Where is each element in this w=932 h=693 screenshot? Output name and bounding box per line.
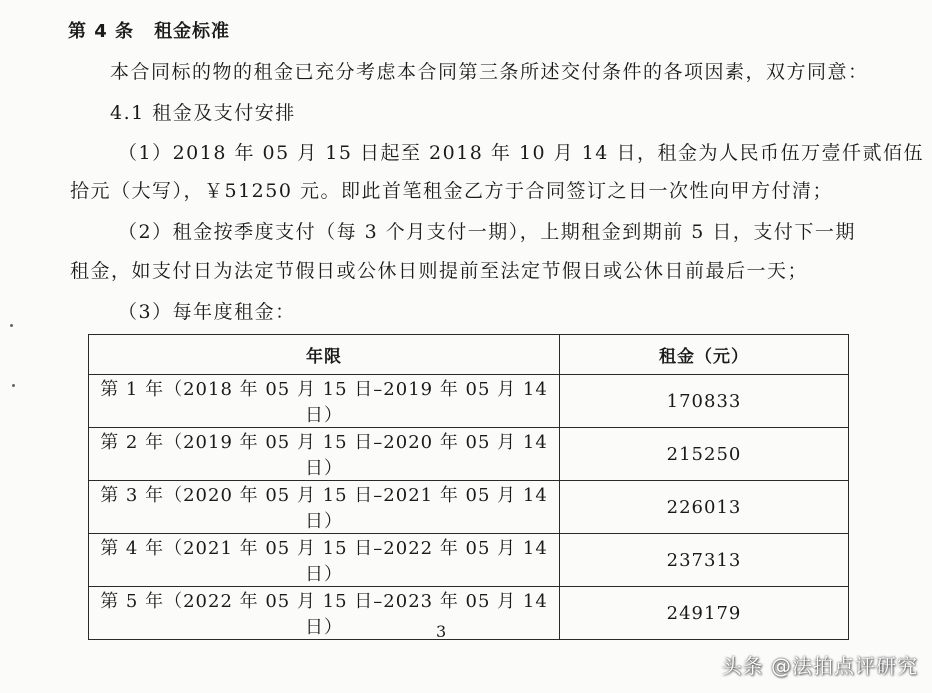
article-heading [68, 20, 230, 44]
scan-speck [10, 324, 13, 327]
row-term: 第 5 年（2022 年 05 月 15 日–2023 年 05 月 14 日） [89, 587, 560, 640]
row-term: 第 2 年（2019 年 05 月 15 日–2020 年 05 月 14 日） [89, 428, 560, 481]
row-amount: 249179 [560, 587, 849, 640]
header-term: 年限 [89, 335, 560, 375]
scan-speck [12, 384, 15, 387]
item-1-line-1: （1）2018 年 05 月 15 日起至 2018 年 10 月 14 日，租金为人民币伍万壹仟贰佰伍 [118, 142, 924, 164]
table-row [89, 534, 849, 587]
watermark: 头条 @法拍点评研究 [721, 654, 918, 678]
table-row [89, 587, 849, 640]
section-4-1-heading: 4.1 租金及支付安排 [110, 102, 296, 124]
row-amount: 215250 [560, 428, 849, 481]
row-term: 第 4 年（2021 年 05 月 15 日–2022 年 05 月 14 日） [89, 534, 560, 587]
row-amount: 226013 [560, 481, 849, 534]
row-term: 第 1 年（2018 年 05 月 15 日–2019 年 05 月 14 日） [89, 375, 560, 428]
header-amount: 租金（元） [560, 335, 849, 375]
table-header-row [89, 335, 849, 375]
intro-paragraph: 本合同标的物的租金已充分考虑本合同第三条所述交付条件的各项因素，双方同意： [110, 61, 869, 83]
table-row [89, 428, 849, 481]
table-row [89, 481, 849, 534]
item-3-heading: （3）每年度租金： [118, 301, 296, 323]
item-2-line-1: （2）租金按季度支付（每 3 个月支付一期），上期租金到期前 5 日，支付下一期 [118, 221, 856, 243]
row-term: 第 3 年（2020 年 05 月 15 日–2021 年 05 月 14 日） [89, 481, 560, 534]
article-number: 第 4 条 [68, 21, 135, 42]
annual-rent-table [88, 334, 849, 640]
row-amount: 237313 [560, 534, 849, 587]
item-2-line-2: 租金，如支付日为法定节假日或公休日则提前至法定节假日或公休日前最后一天； [70, 260, 809, 282]
page-number: 3 [436, 622, 447, 641]
row-amount: 170833 [560, 375, 849, 428]
item-1-line-2: 拾元（大写），￥51250 元。即此首笔租金乙方于合同签订之日一次性向甲方付清； [70, 180, 833, 202]
article-title: 租金标准 [154, 21, 231, 42]
table-row [89, 375, 849, 428]
